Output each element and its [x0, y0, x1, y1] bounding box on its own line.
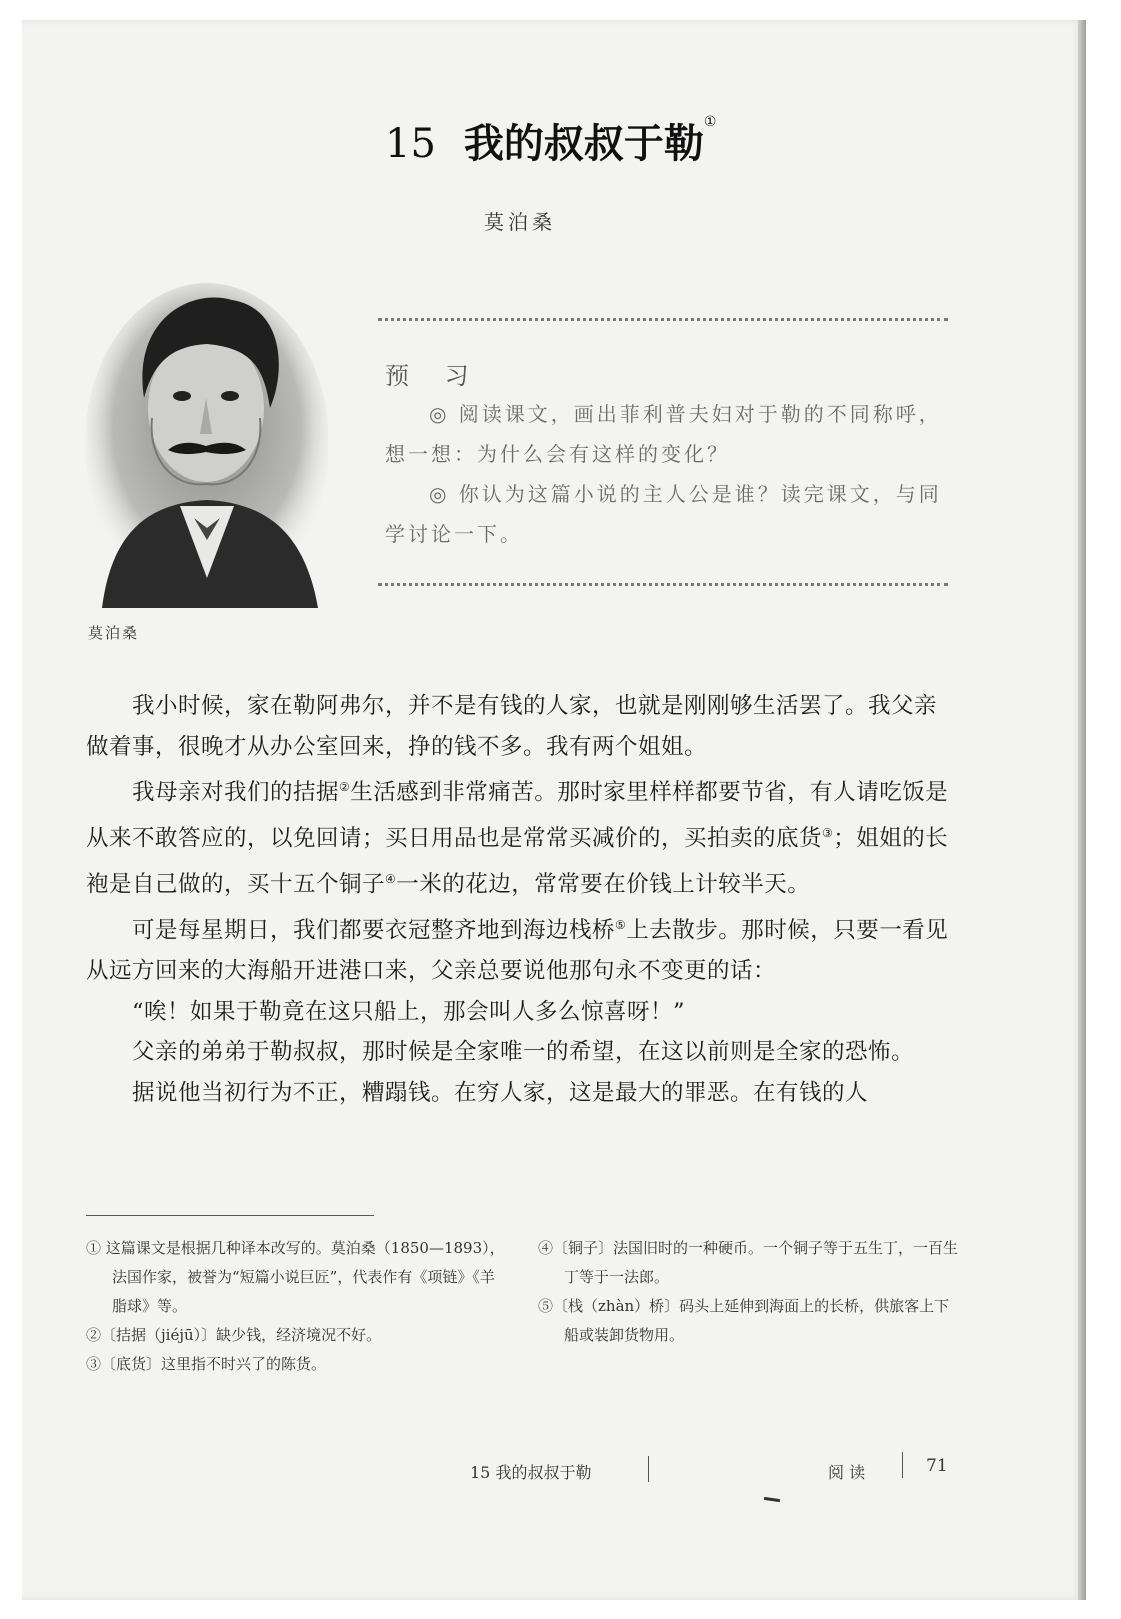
lesson-number: 15 [385, 121, 436, 167]
author-name: 莫泊桑 [484, 210, 556, 234]
page-number: 71 [926, 1456, 948, 1476]
paragraph: 我小时候，家在勒阿弗尔，并不是有钱的人家，也就是刚刚够生活罢了。我父亲做着事，很晚才从办公室回来，挣的钱不多。我有两个姐姐。 [86, 693, 938, 760]
running-footer-section: 阅 读 [828, 1463, 866, 1482]
footnote: ① 这篇课文是根据几种译本改写的。莫泊桑（1850—1893），法国作家，被誉为“短篇小说巨匠”，代表作有《项链》《羊脂球》等。 [86, 1239, 505, 1315]
paragraph: 父亲的弟弟于勒叔叔，那时候是全家唯一的希望，在这以前则是全家的恐怖。 [132, 1039, 915, 1065]
footnote: ⑤〔栈（zhàn）桥〕码头上延伸到海面上的长桥，供旅客上下船或装卸货物用。 [538, 1297, 950, 1344]
page-edge [1078, 20, 1086, 1600]
running-footer-lesson: 15 我的叔叔于勒 [470, 1463, 592, 1482]
title-note-mark: ① [703, 114, 717, 130]
footnotes-left [86, 1234, 506, 1379]
preview-top-divider [378, 318, 948, 321]
preview-heading: 预 习 [385, 362, 483, 390]
preview-item: ◎ 阅读课文，画出菲利普夫妇对于勒的不同称呼，想一想：为什么会有这样的变化？ [385, 402, 942, 466]
author-portrait [82, 278, 328, 608]
footnote: ③〔底货〕这里指不时兴了的陈货。 [86, 1355, 327, 1373]
lesson-title [385, 112, 716, 169]
footnote: ②〔拮据（jiéjū）〕缺少钱，经济境况不好。 [86, 1326, 382, 1344]
preview-item: ◎ 你认为这篇小说的主人公是谁？读完课文，与同学讨论一下。 [385, 482, 942, 546]
lesson-title-text: 我的叔叔于勒 [463, 121, 704, 167]
footnote-divider [86, 1215, 374, 1216]
footnote: ④〔铜子〕法国旧时的一种硬币。一个铜子等于五生丁，一百生丁等于一法郎。 [538, 1239, 959, 1286]
paragraph: 据说他当初行为不正，糟蹋钱。在穷人家，这是最大的罪恶。在有钱的人 [132, 1079, 869, 1106]
portrait-caption: 莫泊桑 [88, 624, 140, 642]
footnotes-right [538, 1234, 958, 1350]
footer-divider [648, 1456, 649, 1482]
paragraph: “唉！如果于勒竟在这只船上，那会叫人多么惊喜呀！” [132, 998, 686, 1025]
paragraph: 可是每星期日，我们都要衣冠整齐地到海边栈桥⑤上去散步。那时候，只要一看见从远方回来的大海船开进港口来，父亲总要说他那句永不变更的话： [86, 917, 949, 984]
article-body [86, 686, 952, 1113]
footer-divider [902, 1452, 903, 1478]
paragraph: 我母亲对我们的拮据②生活感到非常痛苦。那时家里样样都要节省，有人请吃饭是从来不敢答应的，以免回请；买日用品也是常常买减价的，买拍卖的底货③；姐姐的长袍是自己做的，买十五个铜子④一米的花边，常常要在价钱上计较半天。 [86, 779, 949, 898]
preview-bottom-divider [378, 583, 948, 586]
